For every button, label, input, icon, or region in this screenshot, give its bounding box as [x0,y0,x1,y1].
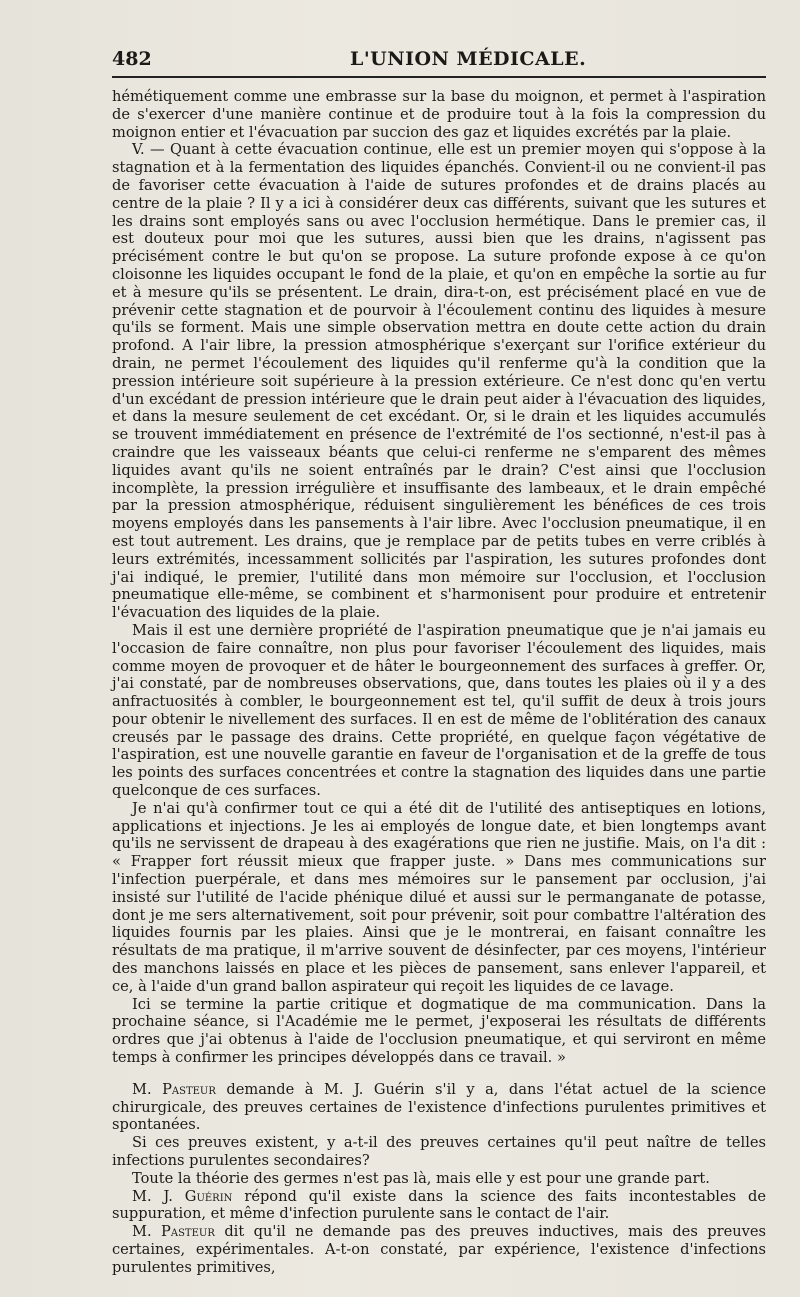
running-title: L'UNION MÉDICALE. [350,48,587,70]
page-number: 482 [112,48,152,70]
article-body [112,88,766,1277]
discussion-paragraph [112,1223,766,1276]
discussion-paragraph [112,1188,766,1224]
section-gap [112,1067,766,1081]
discussion-text: Si ces preuves existent, y a-t-il des preuves certaines qu'il peut naître de telles infections purulentes secondaires? [112,1134,766,1170]
paragraph: Ici se termine la partie critique et dogmatique de ma communication. Dans la prochaine séance, si l'Académie me le permet, j'exposerai les résultats de différents ordres que j'ai obtenus à l'aide de l'occlusion pneumatique, et qui serviront en même temps à confirmer les principes développés dans ce travail. » [112,995,766,1067]
discussion-paragraph [112,1081,766,1134]
speaker-name: M. Pasteur [132,1080,216,1098]
paragraph: hémétiquement comme une embrasse sur la base du moignon, et permet à l'aspiration de s'exercer d'une manière continue et de produire tout à la fois la compression du moignon entier et l'évacuation par succion des gaz et liquides excrétés par la plaie. [112,88,766,141]
discussion-text: Toute la théorie des germes n'est pas là, mais elle y est pour une grande part. [132,1169,710,1187]
speaker-name: M. J. Guérin [132,1187,233,1205]
discussion-text: demande à M. J. Guérin s'il y a, dans l'état actuel de la science chirurgicale, des preuves certaines de l'existence d'infections purulentes primitives et spontanées. [112,1080,766,1134]
paragraph: Je n'ai qu'à confirmer tout ce qui a été dit de l'utilité des antiseptiques en lotions, applications et injections. Je les ai employés de longue date, et bien longtemps avant qu'ils ne servissent de drapeau à des exagérations que rien ne justifie. Mais, on l'a dit : « Frapper fort réussit mieux que frapper juste. » Dans mes communications sur l'infection puerpérale, et dans mes mémoires sur le pansement par occlusion, j'ai insisté sur l'utilité de l'acide phénique dilué et aussi sur le permanganate de potasse, dont je me sers alternativement, soit pour prévenir, soit pour combattre l'altération des liquides fournis par les plaies. Ainsi que je le montrerai, en faisant connaître les résultats de ma pratique, il m'arrive souvent de désinfecter, par ces moyens, l'intérieur des manchons laissés en place et les pièces de pansement, sans enlever l'appareil, et ce, à l'aide d'un grand ballon aspirateur qui reçoit les liquides de ce lavage. [112,799,766,995]
page-header [112,40,766,72]
header-rule [112,76,766,78]
paragraph: V. — Quant à cette évacuation continue, elle est un premier moyen qui s'oppose à la stagnation et à la fermentation des liquides épanchés. Convient-il ou ne convient-il pas de favoriser cette évacuation à l'aide de sutures profondes et de drains placés au centre de la plaie ? Il y a ici à considérer deux cas différents, suivant que les sutures et les drains sont employés sans ou avec l'occlusion hermétique. Dans le premier cas, il est douteux pour moi que les sutures, aussi bien que les drains, n'agissent pas précisément contre le but qu'on se propose. La suture profonde expose à ce qu'on cloisonne les liquides occupant le fond de la plaie, et qu'on en empêche la sortie au fur et à mesure qu'ils se présentent. Le drain, dira-t-on, est précisément placé en vue de prévenir cette stagnation et de pourvoir à l'écoulement continu des liquides à mesure qu'ils se forment. Mais une simple observation mettra en doute cette action du drain profond. A l'air libre, la pression atmosphérique s'exerçant sur l'orifice extérieur du drain, ne permet l'écoulement des liquides qu'il renferme qu'à la condition que la pression intérieure soit supérieure à la pression extérieure. Ce n'est donc qu'en vertu d'un excédant de pression intérieure que le drain peut aider à l'évacuation des liquides, et dans la mesure seulement de cet excédant. Or, si le drain et les liquides accumulés se trouvent immédiatement en présence de l'extrémité de l'os sectionné, n'est-il pas à craindre que les vaisseaux béants que celui-ci renferme ne s'emparent des mêmes liquides avant qu'ils ne soient entraînés par le drain? C'est ainsi que l'occlusion incomplète, la pression irrégulière et insuffisante des lambeaux, et le drain empêché par la pression atmosphérique, réduisent singulièrement les bénéfices de ces trois moyens employés dans les pansements à l'air libre. Avec l'occlusion pneumatique, il en est tout autrement. Les drains, que je remplace par de petits tubes en verre criblés à leurs extrémités, incessamment sollicités par l'aspiration, les sutures profondes dont j'ai indiqué, le premier, l'utilité dans mon mémoire sur l'occlusion, et l'occlusion pneumatique elle-même, se combinent et s'harmonisent pour produire et entretenir l'évacuation des liquides de la plaie. [112,141,766,622]
speaker-name: M. Pasteur [132,1223,215,1241]
paragraph: Mais il est une dernière propriété de l'aspiration pneumatique que je n'ai jamais eu l'occasion de faire connaître, non plus pour favoriser l'écoulement des liquides, mais comme moyen de provoquer et de hâter le bourgeonnement des surfaces à greffer. Or, j'ai constaté, par de nombreuses observations, que, dans toutes les plaies où il y a des anfractuosités à combler, le bourgeonnement est tel, qu'il suffit de deux à trois jours pour obtenir le nivellement des surfaces. Il en est de même de l'oblitération des canaux creusés par le passage des drains. Cette propriété, en quelque façon végétative de l'aspiration, est une nouvelle garantie en faveur de l'organisation et de la greffe de tous les points des surfaces concentrées et contre la stagnation des liquides dans une partie quelconque de ces surfaces. [112,621,766,800]
discussion-text: dit qu'il ne demande pas des preuves inductives, mais des preuves certaines, expérimentales. A-t-on constaté, par expérience, l'existence d'infections purulentes primitives, [112,1223,766,1276]
discussion-paragraph [112,1134,766,1170]
discussion-text: répond qu'il existe dans la science des faits incontestables de suppuration, et même d'infection purulente sans le contact de l'air. [112,1187,766,1223]
discussion-paragraph [112,1170,766,1188]
